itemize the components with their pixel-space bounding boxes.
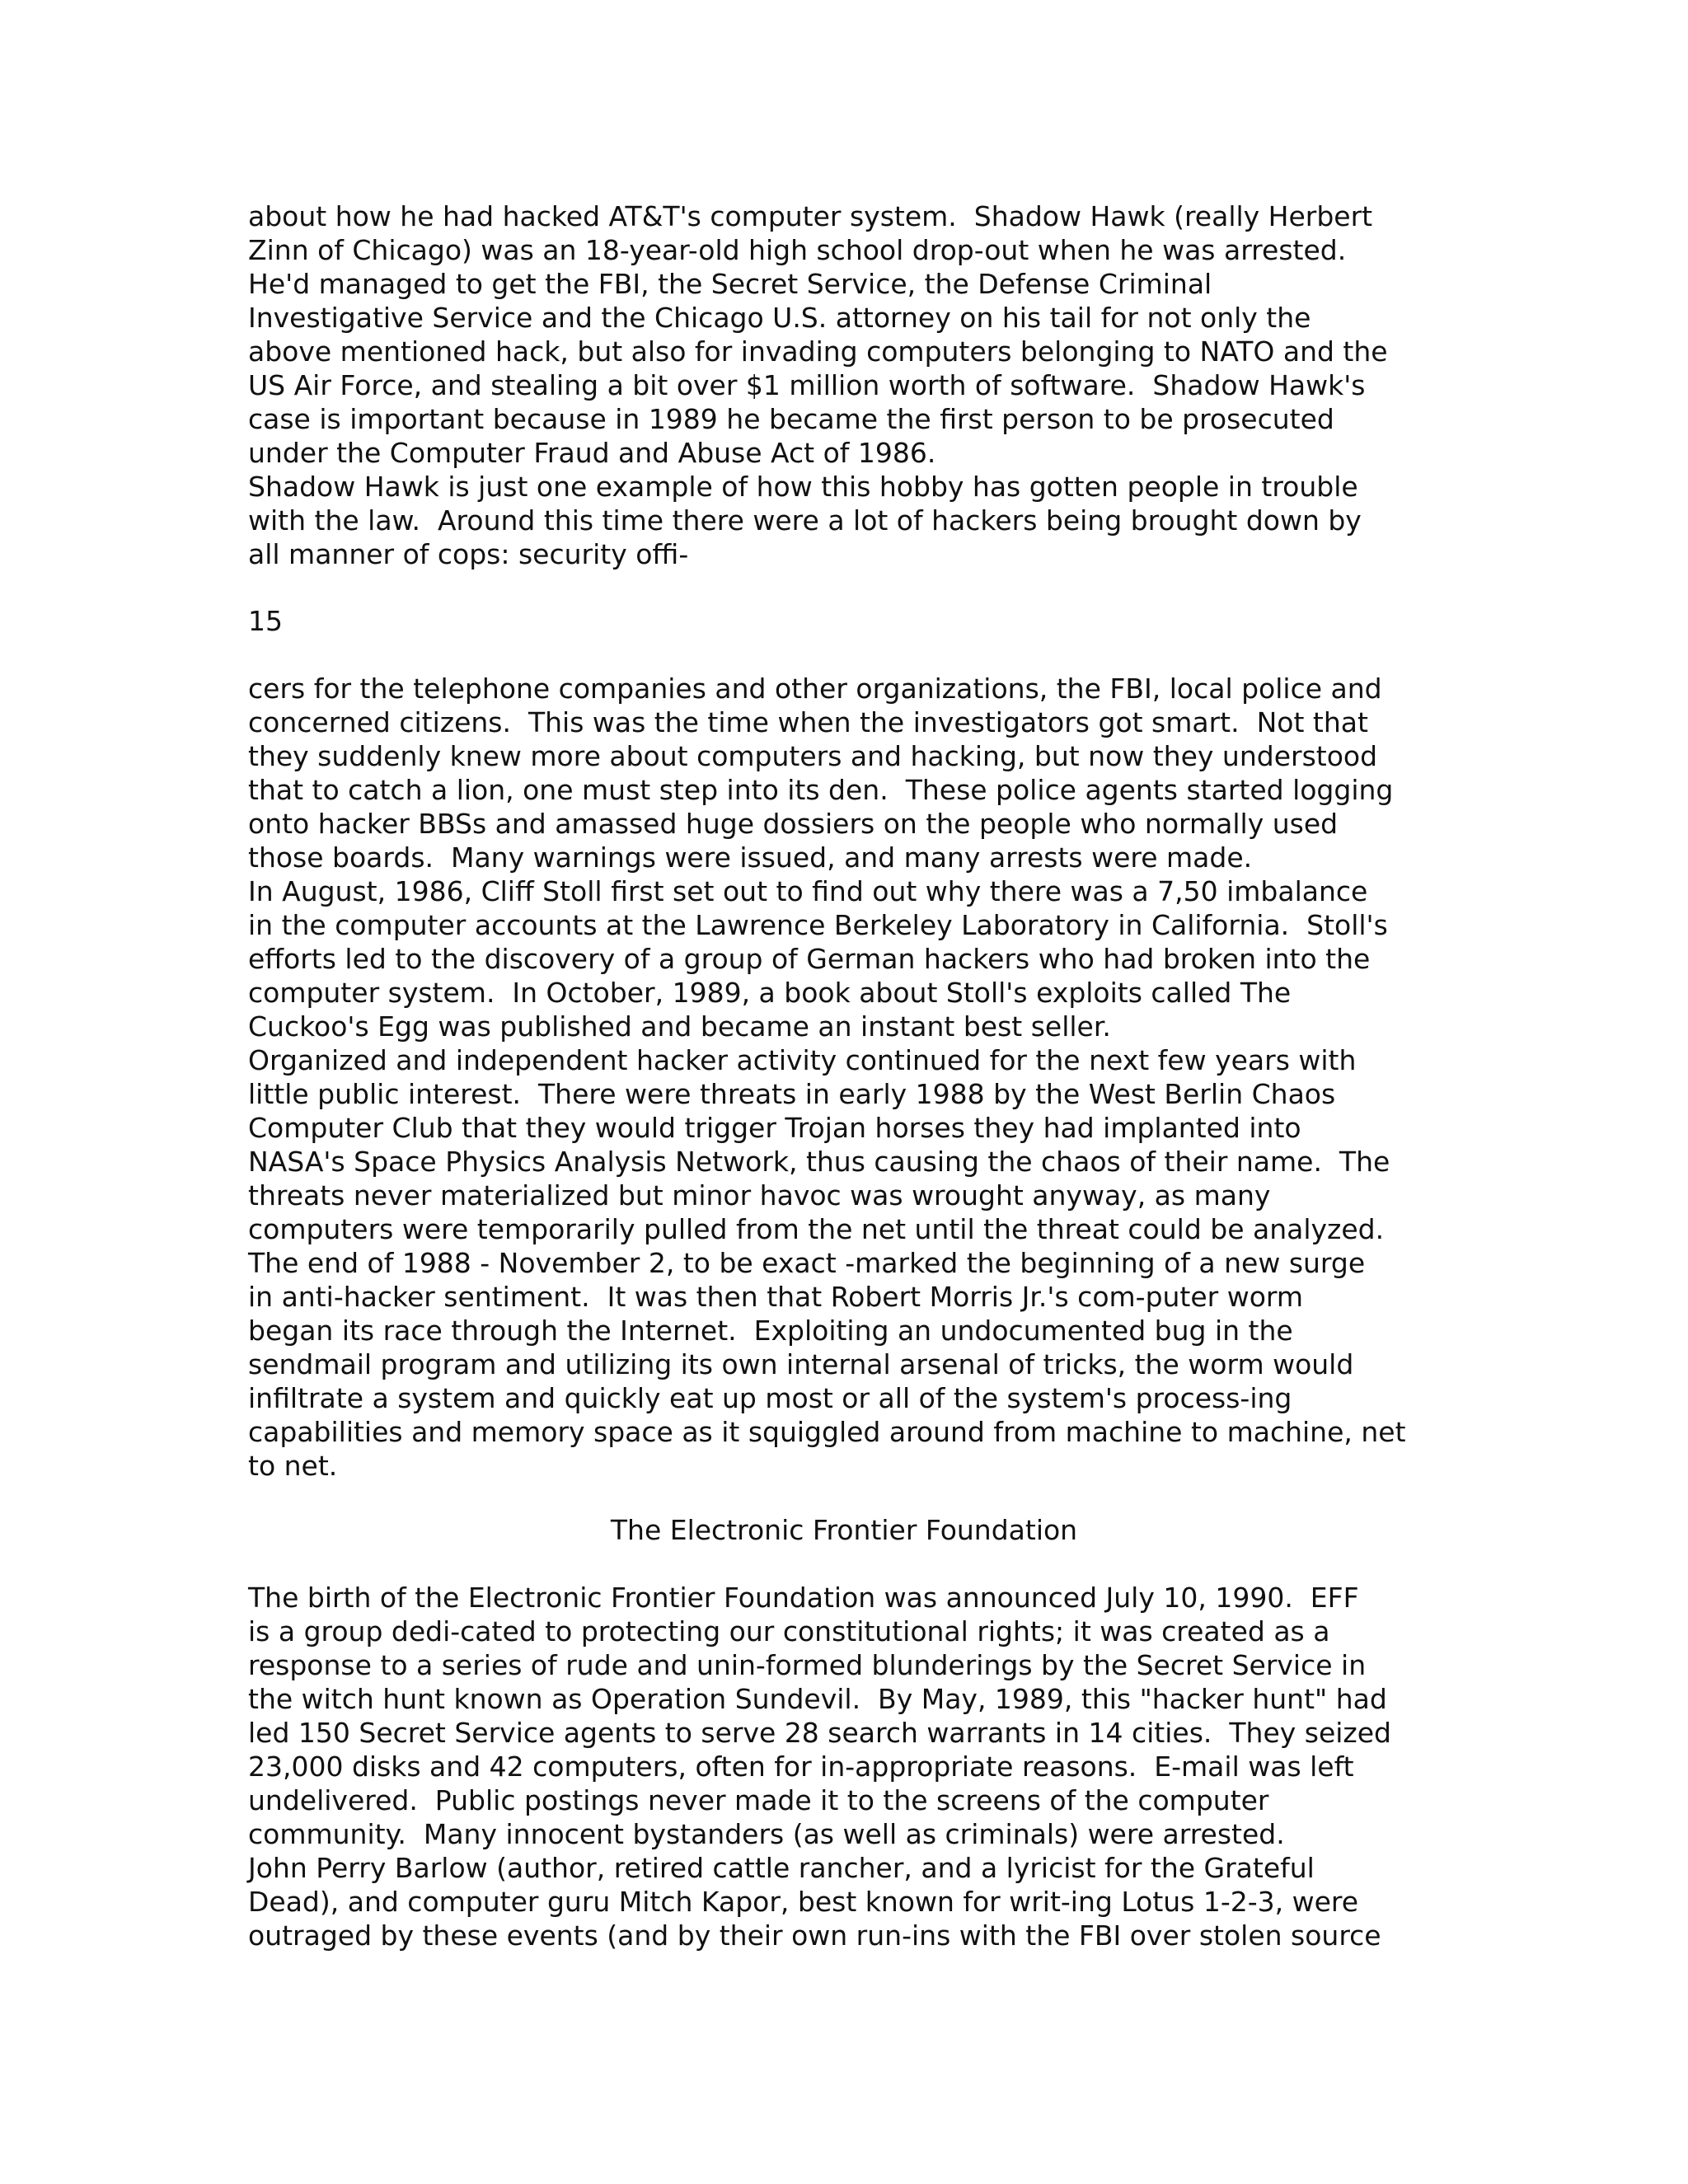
text-line: sendmail program and utilizing its own internal arsenal of tricks, the worm would [248, 1348, 1354, 1380]
page-number-text: 15 [248, 605, 283, 637]
text-line: He'd managed to get the FBI, the Secret Service, the Defense Criminal [248, 268, 1212, 300]
text-line: NASA's Space Physics Analysis Network, thus causing the chaos of their name. The [248, 1146, 1390, 1178]
text-line: in the computer accounts at the Lawrence Berkeley Laboratory in California. Stoll's [248, 909, 1388, 941]
text-line: little public interest. There were threats in early 1988 by the West Berlin Chaos [248, 1078, 1336, 1110]
text-line: the witch hunt known as Operation Sundevil. By May, 1989, this "hacker hunt" had [248, 1683, 1387, 1715]
text-line: Organized and independent hacker activity continued for the next few years with [248, 1044, 1357, 1076]
text-line: John Perry Barlow (author, retired cattle rancher, and a lyricist for the Grateful [248, 1852, 1315, 1884]
paragraph-eff [248, 1581, 1451, 1952]
text-line: all manner of cops: security offi- [248, 538, 689, 570]
text-line: above mentioned hack, but also for invading computers belonging to NATO and the [248, 335, 1388, 368]
text-line: The birth of the Electronic Frontier Foundation was announced July 10, 1990. EFF [248, 1582, 1359, 1614]
text-line: computer system. In October, 1989, a book about Stoll's exploits called The [248, 977, 1292, 1009]
text-line: concerned citizens. This was the time when the investigators got smart. Not that [248, 706, 1368, 738]
paragraph-hacker-history [248, 672, 1451, 1483]
text-line: with the law. Around this time there were a lot of hackers being brought down by [248, 504, 1362, 537]
paragraph-shadow-hawk [248, 199, 1451, 571]
text-line: undelivered. Public postings never made it to the screens of the computer [248, 1784, 1269, 1816]
text-line: The end of 1988 - November 2, to be exact -marked the beginning of a new surge [248, 1247, 1366, 1279]
text-line: about how he had hacked AT&T's computer system. Shadow Hawk (really Herbert [248, 200, 1373, 232]
text-line: efforts led to the discovery of a group of German hackers who had broken into the [248, 943, 1371, 975]
text-line: threats never materialized but minor havoc was wrought anyway, as many [248, 1179, 1271, 1212]
text-line: Dead), and computer guru Mitch Kapor, best known for writ-ing Lotus 1-2-3, were [248, 1886, 1359, 1918]
page-number [248, 604, 1451, 638]
text-line: Computer Club that they would trigger Trojan horses they had implanted into [248, 1112, 1301, 1144]
text-line: they suddenly knew more about computers and hacking, but now they understood [248, 740, 1378, 772]
text-line: 23,000 disks and 42 computers, often for in-appropriate reasons. E-mail was left [248, 1750, 1354, 1783]
text-line: case is important because in 1989 he became the first person to be prosecuted [248, 403, 1334, 435]
text-line: outraged by these events (and by their own run-ins with the FBI over stolen source [248, 1919, 1381, 1952]
text-line: computers were temporarily pulled from the net until the threat could be analyzed. [248, 1213, 1385, 1245]
text-line: cers for the telephone companies and other organizations, the FBI, local police and [248, 673, 1382, 705]
text-line: is a group dedi-cated to protecting our constitutional rights; it was created as a [248, 1615, 1330, 1647]
text-line: Cuckoo's Egg was published and became an instant best seller. [248, 1010, 1111, 1043]
text-line: Zinn of Chicago) was an 18-year-old high school drop-out when he was arrested. [248, 234, 1347, 266]
text-line: onto hacker BBSs and amassed huge dossiers on the people who normally used [248, 808, 1339, 840]
text-line: Shadow Hawk is just one example of how this hobby has gotten people in trouble [248, 471, 1358, 503]
text-line: led 150 Secret Service agents to serve 28 search warrants in 14 cities. They seized [248, 1717, 1391, 1749]
text-line: In August, 1986, Cliff Stoll first set out to find out why there was a 7,50 imbalance [248, 875, 1368, 907]
text-line: that to catch a lion, one must step into its den. These police agents started logging [248, 774, 1394, 806]
text-line: infiltrate a system and quickly eat up most or all of the system's process-ing [248, 1382, 1292, 1414]
text-line: Investigative Service and the Chicago U.S. attorney on his tail for not only the [248, 302, 1311, 334]
text-line: US Air Force, and stealing a bit over $1 million worth of software. Shadow Hawk's [248, 369, 1366, 401]
text-line: capabilities and memory space as it squiggled around from machine to machine, net [248, 1416, 1406, 1448]
text-line: to net. [248, 1450, 338, 1482]
text-line: began its race through the Internet. Exploiting an undocumented bug in the [248, 1315, 1293, 1347]
section-heading: The Electronic Frontier Foundation [610, 1514, 1078, 1546]
text-line: under the Computer Fraud and Abuse Act of 1986. [248, 437, 936, 469]
text-line: community. Many innocent bystanders (as well as criminals) were arrested. [248, 1818, 1285, 1850]
text-line: response to a series of rude and unin-formed blunderings by the Secret Service in [248, 1649, 1367, 1681]
text-line: in anti-hacker sentiment. It was then that Robert Morris Jr.'s com-puter worm [248, 1281, 1304, 1313]
text-line: those boards. Many warnings were issued, and many arrests were made. [248, 841, 1253, 874]
